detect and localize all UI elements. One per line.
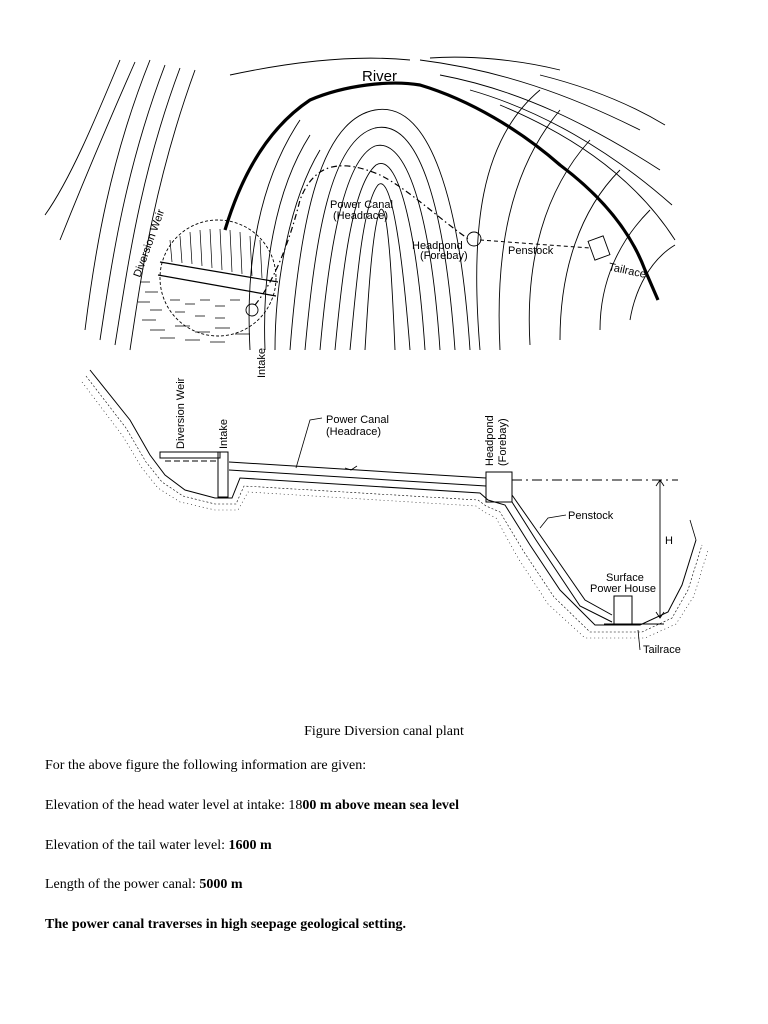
section-headpond-box [486, 472, 512, 502]
seepage-note [45, 917, 406, 933]
fact-canal-length [45, 877, 243, 893]
section-power-canal-label: Power Canal [326, 414, 389, 426]
fact-label: Elevation of the head water level at intake: 18 [45, 798, 303, 813]
fact-tail-water-level [45, 838, 272, 854]
section-forebay-label: (Forebay) [497, 418, 509, 466]
plan-power-canal-label: Power Canal [330, 199, 393, 211]
fact-value: 1600 m [228, 838, 272, 853]
section-intake-label: Intake [218, 419, 230, 449]
section-power-house-label: Power House [590, 583, 657, 595]
fact-head-water-level [45, 798, 459, 814]
figure-caption: Figure Diversion canal plant [304, 724, 464, 739]
section-canal [229, 462, 486, 486]
fact-label: Length of the power canal: [45, 877, 200, 892]
section-intake-gate [218, 452, 228, 497]
plan-penstock-label: Penstock [508, 245, 554, 257]
section-tailrace-label: Tailrace [643, 644, 681, 656]
plan-intake-label: Intake [256, 348, 268, 378]
section-weir-block [160, 452, 220, 458]
fact-value: 5000 m [199, 877, 243, 892]
intro-paragraph: For the above figure the following information are given: [45, 758, 367, 773]
plan-forebay-label: (Forebay) [420, 250, 468, 262]
plan-headpond-label: Headpond [412, 240, 463, 252]
plan-river-label: River [362, 68, 398, 85]
plan-diversion-weir-label: Diversion Weir [131, 207, 168, 280]
river-line [225, 83, 658, 300]
plan-intake-symbol [246, 304, 258, 316]
plan-headrace-label: (Headrace) [333, 210, 389, 222]
section-diversion-weir-label: Diversion Weir [175, 377, 187, 449]
plan-headpond-symbol [467, 232, 481, 246]
section-head-label: H [665, 535, 673, 547]
section-powerhouse [614, 596, 632, 624]
note-text: The power canal traverses in high seepage geological setting. [45, 917, 406, 932]
fact-label: Elevation of the tail water level: [45, 838, 229, 853]
section-headpond-label: Headpond [484, 415, 496, 466]
plan-tailrace-label: Tailrace [607, 261, 647, 281]
section-headrace-label: (Headrace) [326, 426, 382, 438]
section-penstock-label: Penstock [568, 510, 614, 522]
fact-value: 00 m above mean sea level [302, 798, 460, 813]
section-surface-label: Surface [606, 572, 644, 584]
plan-powerhouse-symbol [588, 236, 610, 260]
plan-weir [158, 262, 278, 296]
section-head-dimension [656, 480, 664, 618]
